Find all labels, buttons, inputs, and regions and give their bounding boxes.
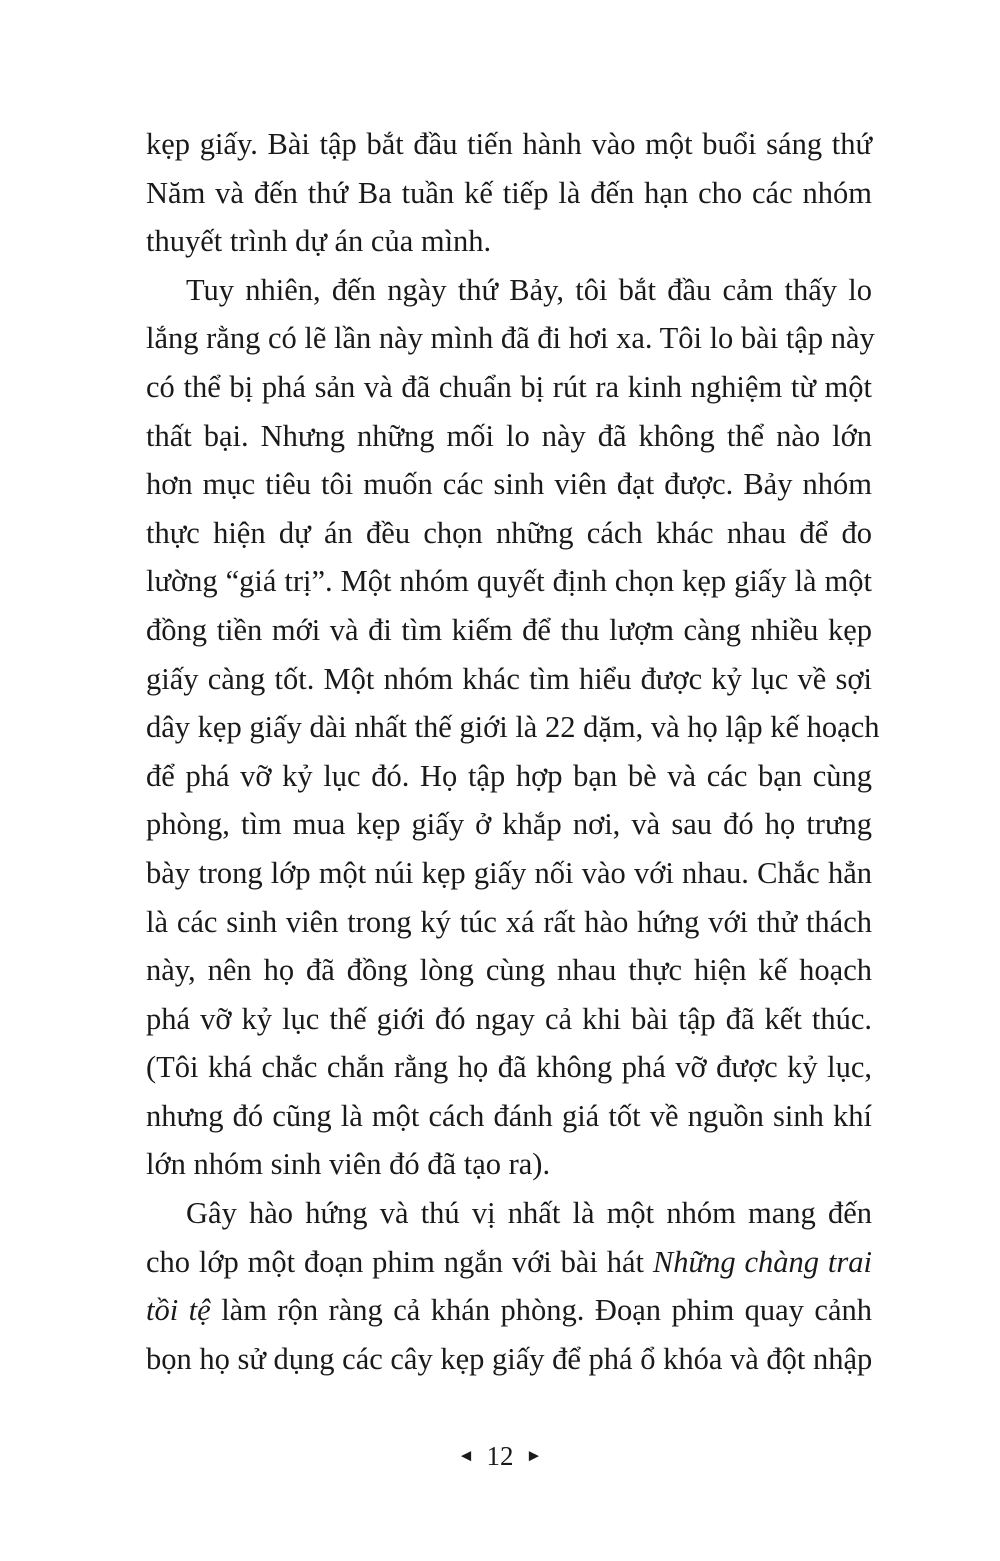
page-footer (0, 1436, 1000, 1479)
text-line: hơn mục tiêu tôi muốn các sinh viên đạt được. Bảy nhóm (146, 467, 872, 502)
text-line: phòng, tìm mua kẹp giấy ở khắp nơi, và sau đó họ trưng (146, 807, 872, 842)
page-number: 12 (486, 1441, 514, 1471)
text-line: này, nên họ đã đồng lòng cùng nhau thực hiện kế hoạch (146, 953, 872, 988)
text-line: phá vỡ kỷ lục thế giới đó ngay cả khi bài tập đã kết thúc. (146, 1001, 872, 1036)
song-title: Những chàng trai (652, 1244, 872, 1279)
text-line: lường “giá trị”. Một nhóm quyết định chọn kẹp giấy là một (146, 564, 872, 599)
text-line: bày trong lớp một núi kẹp giấy nối vào với nhau. Chắc hẳn (146, 855, 872, 890)
text-line: lắng rằng có lẽ lần này mình đã đi hơi xa. Tôi lo bài tập này (146, 321, 875, 356)
text-line: có thể bị phá sản và đã chuẩn bị rút ra kinh nghiệm từ một (146, 369, 872, 404)
text-segment: làm rộn ràng cả khán phòng. Đoạn phim quay cảnh (210, 1293, 872, 1328)
text-line: (Tôi khá chắc chắn rằng họ đã không phá vỡ được kỷ lục, (146, 1050, 872, 1085)
text-segment: cho lớp một đoạn phim ngắn với bài hát (146, 1244, 653, 1279)
text-line: dây kẹp giấy dài nhất thế giới là 22 dặm, và họ lập kế hoạch (146, 710, 880, 745)
text-line (146, 1286, 872, 1335)
text-line: thất bại. Nhưng những mối lo này đã không thể nào lớn (146, 418, 872, 453)
left-arrow-icon: ◄ (457, 1445, 475, 1465)
text-line: Gây hào hứng và thú vị nhất là một nhóm mang đến (186, 1196, 872, 1231)
text-line: thực hiện dự án đều chọn những cách khác nhau để đo (146, 515, 872, 550)
body-text (146, 120, 880, 1383)
text-line: giấy càng tốt. Một nhóm khác tìm hiểu được kỷ lục về sợi (146, 661, 872, 696)
text-line: là các sinh viên trong ký túc xá rất hào hứng với thử thách (146, 904, 872, 939)
text-line: nhưng đó cũng là một cách đánh giá tốt về nguồn sinh khí (146, 1098, 872, 1133)
text-line: đồng tiền mới và đi tìm kiếm để thu lượm càng nhiều kẹp (146, 612, 872, 647)
text-line: Tuy nhiên, đến ngày thứ Bảy, tôi bắt đầu cảm thấy lo (186, 272, 872, 307)
text-line: lớn nhóm sinh viên đó đã tạo ra). (146, 1147, 551, 1182)
text-line: kẹp giấy. Bài tập bắt đầu tiến hành vào một buổi sáng thứ (146, 127, 872, 161)
text-line: Năm và đến thứ Ba tuần kế tiếp là đến hạn cho các nhóm (146, 175, 872, 210)
text-line: bọn họ sử dụng các cây kẹp giấy để phá ổ khóa và đột nhập (146, 1341, 873, 1376)
right-arrow-icon: ► (525, 1445, 543, 1465)
text-line: thuyết trình dự án của mình. (146, 224, 492, 259)
text-line: để phá vỡ kỷ lục đó. Họ tập hợp bạn bè và các bạn cùng (146, 758, 872, 793)
text-line (146, 1238, 872, 1287)
song-title-continued: tồi tệ (146, 1293, 211, 1328)
